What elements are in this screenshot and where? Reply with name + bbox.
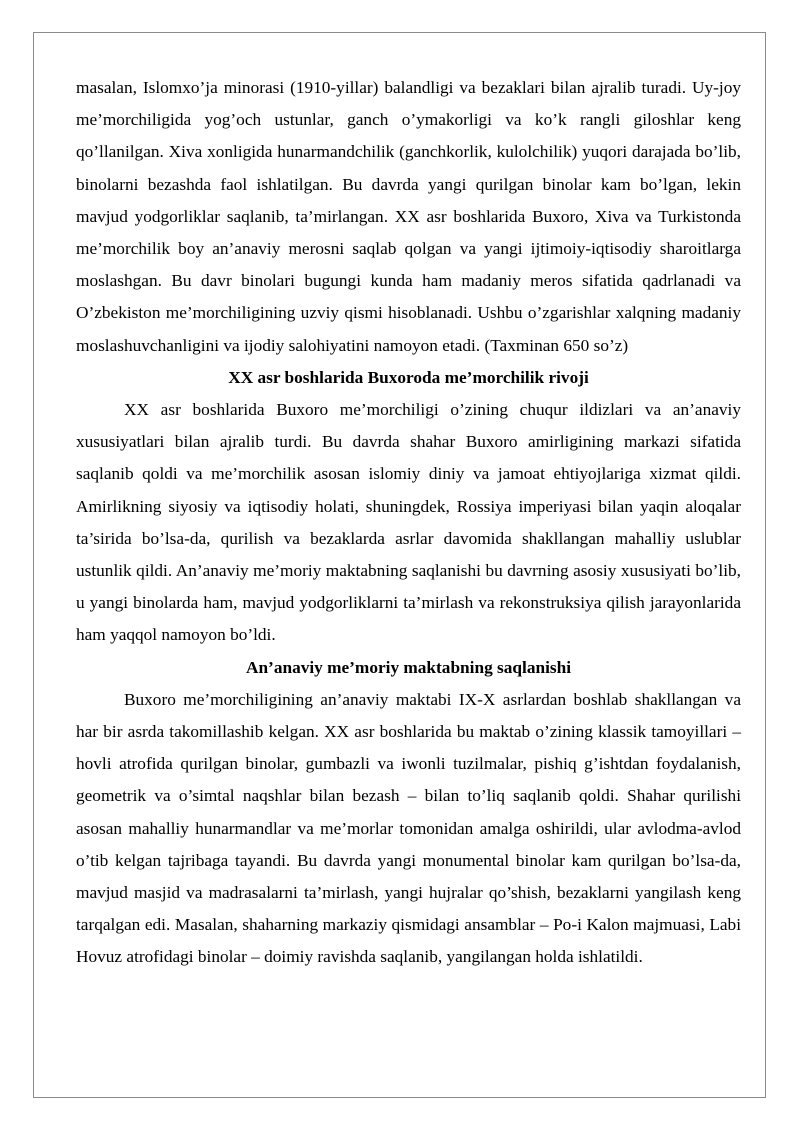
paragraph-continuation: masalan, Islomxo’ja minorasi (1910-yillar) balandligi va bezaklari bilan ajralib turadi. Uy-joy me’morchiligida yog’och ustunlar, ganch o’ymakorligi va ko’k rangli giloshlar keng qo’llanilgan. Xiva xonligida hunarmandchilik (ganchkorlik, kulolchilik) yuqori darajada bo’lib, binolarni bezashda faol ishlatilgan. Bu davrda yangi qurilgan binolar kam bo’lgan, lekin mavjud yodgorliklar saqlanib, ta’mirlangan. XX asr boshlarida Buxoro, Xiva va Turkistonda me’morchilik boy an’anaviy merosni saqlab qolgan va yangi ijtimoiy-iqtisodiy sharoitlarga moslashgan. Bu davr binolari bugungi kunda ham madaniy meros sifatida qadrlanadi va O’zbekiston me’morchiligining uzviy qismi hisoblanadi. Ushbu o’zgarishlar xalqning madaniy moslashuvchanligini va ijodiy salohiyatini namoyon etadi. (Taxminan 650 so’z) (76, 78, 741, 355)
paragraph-bukhara-architecture: XX asr boshlarida Buxoro me’morchiligi o’zining chuqur ildizlari va an’anaviy xususiyatlari bilan ajralib turdi. Bu davrda shahar Buxoro amirligining markazi sifatida saqlanib qoldi va me’morchilik asosan islomiy diniy va jamoat ehtiyojlariga xizmat qildi. Amirlikning siyosiy va iqtisodiy holati, shuningdek, Rossiya imperiyasi bilan yaqin aloqalar ta’sirida bo’lsa-da, qurilish va bezaklarda asrlar davomida shakllangan mahalliy uslublar ustunlik qildi. An’anaviy me’moriy maktabning saqlanishi bu davrning asosiy xususiyati bo’lib, u yangi binolarda ham, mavjud yodgorliklarni ta’mirlash va rekonstruksiya qilish jarayonlarida ham yaqqol namoyon bo’ldi. (76, 400, 741, 645)
section-heading-bukhara-architecture: XX asr boshlarida Buxoroda me’morchilik rivoji (228, 367, 589, 387)
document-body (76, 72, 741, 974)
section-heading-traditional-school: An’anaviy me’moriy maktabning saqlanishi (245, 657, 572, 677)
paragraph-traditional-school: Buxoro me’morchiligining an’anaviy maktabi IX-X asrlardan boshlab shakllangan va har bir asrda takomillashib kelgan. XX asr boshlarida bu maktab o’zining klassik tamoyillari – hovli atrofida qurilgan binolar, gumbazli va iwonli tuzilmalar, pishiq g’ishtdan foydalanish, geometrik va o’simtal naqshlar bilan bezash – bilan to’liq saqlanib qoldi. Shahar qurilishi asosan mahalliy hunarmandlar va me’morlar tomonidan amalga oshirildi, ular avlodma-avlod o’tib kelgan tajribaga tayandi. Bu davrda yangi monumental binolar kam qurilgan bo’lsa-da, mavjud masjid va madrasalarni ta’mirlash, yangi hujralar qo’shish, bezaklarni yangilash keng tarqalgan edi. Masalan, shaharning markaziy qismidagi ansamblar – Po-i Kalon majmuasi, Labi Hovuz atrofidagi binolar – doimiy ravishda saqlanib, yangilangan holda ishlatildi. (76, 689, 741, 967)
